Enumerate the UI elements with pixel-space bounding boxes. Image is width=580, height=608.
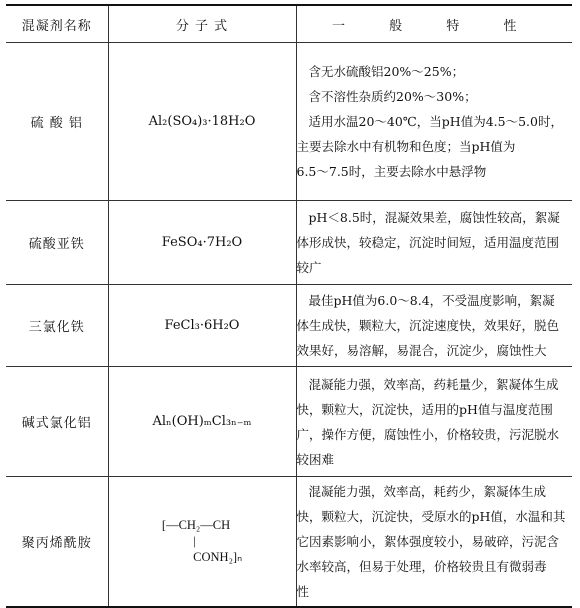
property-line: 体生成快，颗粒大，沉淀速度快，效果好，脱色 [296, 318, 560, 333]
header-row [6, 5, 572, 43]
property-line: 效果好，易溶解，易混合，沉淀少，腐蚀性大 [296, 343, 547, 358]
property-line: 它因素影响小，絮体强度较小，易破碎，污泥含 [296, 533, 560, 549]
properties-cell [296, 367, 572, 477]
properties-cell [296, 477, 572, 607]
property-line: 6.5～7.5时，主要去除水中悬浮物 [296, 164, 487, 179]
molecular-formula [108, 477, 296, 607]
molecular-formula: Alₙ(OH)ₘCl₃ₙ₋ₘ [108, 367, 296, 477]
property-line: 快，颗粒大，沉淀快，受原水的pH值，水温和其 [296, 508, 566, 524]
property-line: 性 [296, 583, 310, 599]
coagulant-name: 三氯化铁 [6, 285, 108, 367]
formula-line: [—CH₂—CH [161, 518, 231, 533]
header-properties: 一 般 特 性 [296, 5, 572, 43]
table-row [6, 285, 572, 367]
coagulant-table [6, 4, 572, 608]
properties-cell [296, 201, 572, 285]
property-line: 较困难 [296, 451, 335, 467]
property-line: 含不溶性杂质约20%～30%； [308, 89, 477, 104]
property-line: 主要去除水中有机物和色度；当pH值为 [296, 139, 516, 154]
molecular-formula: Al₂(SO₄)₃·18H₂O [108, 43, 296, 201]
property-line: 快，颗粒大，沉淀快，适用的pH值与温度范围 [296, 401, 553, 417]
properties-cell [296, 43, 572, 201]
property-line: 混凝能力强，效率高，耗药少，絮凝体生成 [308, 483, 547, 499]
property-line: 体形成快，较稳定，沉淀时间短，适用温度范围 [296, 235, 560, 250]
coagulant-name: 碱式氯化铝 [6, 367, 108, 477]
property-line: 含无水硫酸铝20%～25%； [308, 64, 465, 79]
property-line: 混凝能力强，效率高，药耗量少，絮凝体生成 [308, 376, 559, 392]
header-formula: 分 子 式 [108, 5, 296, 43]
table-row [6, 43, 572, 201]
coagulant-name: 聚丙烯酰胺 [6, 477, 108, 607]
molecular-formula: FeSO₄·7H₂O [108, 201, 296, 285]
formula-line: | [161, 534, 196, 549]
formula-line: CONH₂]ₙ [161, 550, 243, 565]
property-line: 较广 [296, 260, 322, 275]
header-coagulant-name: 混凝剂名称 [6, 5, 108, 43]
coagulant-name: 硫酸亚铁 [6, 201, 108, 285]
property-line: pH＜8.5时，混凝效果差，腐蚀性较高，絮凝 [308, 210, 560, 225]
table-row [6, 367, 572, 477]
property-line: 广，操作方便，腐蚀性小，价格较贵，污泥脱水 [296, 426, 560, 442]
molecular-formula: FeCl₃·6H₂O [108, 285, 296, 367]
coagulant-name: 硫 酸 铝 [6, 43, 108, 201]
property-line: 适用水温20～40℃，当pH值为4.5～5.0时， [308, 114, 563, 129]
properties-cell [296, 285, 572, 367]
table-row [6, 201, 572, 285]
property-line: 水率较高，但易于处理，价格较贵且有微弱毒 [296, 558, 547, 574]
structural-formula [162, 517, 242, 565]
table-row [6, 477, 572, 607]
property-line: 最佳pH值为6.0～8.4，不受温度影响，絮凝 [308, 293, 555, 308]
